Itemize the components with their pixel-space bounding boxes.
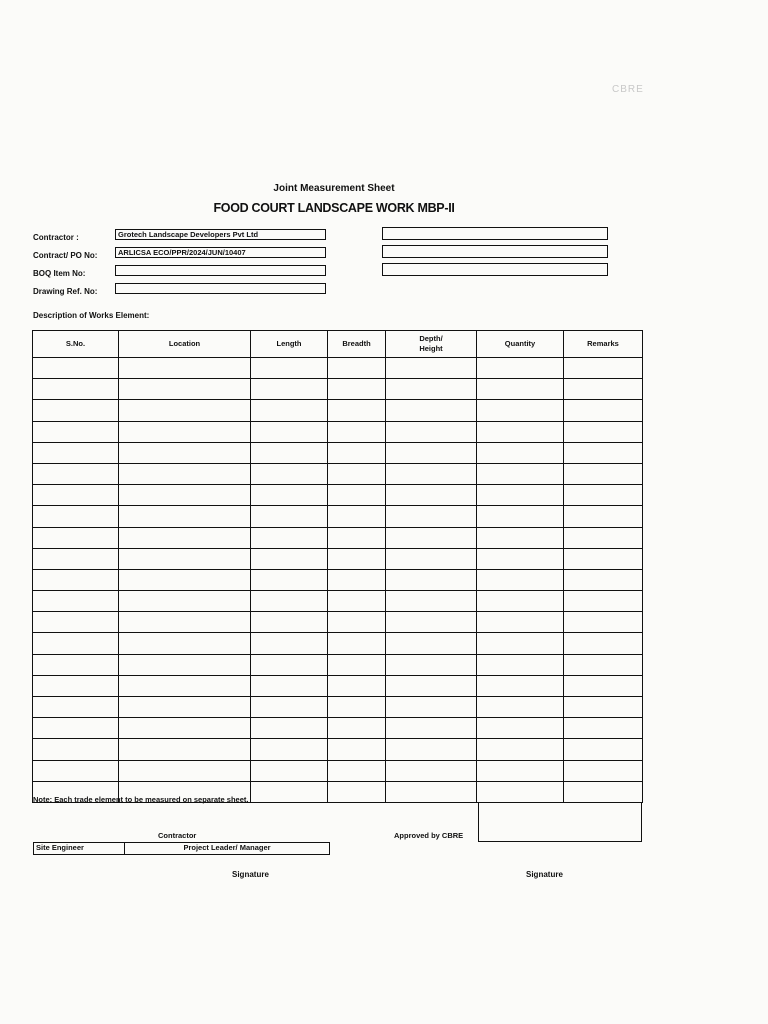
table-cell[interactable] xyxy=(328,697,386,718)
table-cell[interactable] xyxy=(386,781,477,802)
table-cell[interactable] xyxy=(564,400,643,421)
table-cell[interactable] xyxy=(119,718,251,739)
boq-field[interactable] xyxy=(115,265,326,276)
table-row xyxy=(33,463,643,484)
table-cell[interactable] xyxy=(119,442,251,463)
table-cell[interactable] xyxy=(477,548,564,569)
note-text: Note: Each trade element to be measured on separate sheet. xyxy=(33,795,249,804)
table-cell[interactable] xyxy=(119,591,251,612)
table-cell[interactable] xyxy=(251,485,328,506)
table-row xyxy=(33,379,643,400)
table-cell[interactable] xyxy=(328,633,386,654)
table-cell[interactable] xyxy=(477,485,564,506)
table-cell[interactable] xyxy=(477,654,564,675)
table-cell[interactable] xyxy=(119,358,251,379)
table-cell[interactable] xyxy=(386,760,477,781)
table-cell[interactable] xyxy=(386,569,477,590)
table-cell[interactable] xyxy=(328,675,386,696)
table-cell[interactable] xyxy=(564,358,643,379)
table-cell[interactable] xyxy=(33,400,119,421)
table-row xyxy=(33,485,643,506)
table-cell[interactable] xyxy=(564,718,643,739)
table-cell[interactable] xyxy=(33,442,119,463)
table-cell[interactable] xyxy=(328,463,386,484)
table-row xyxy=(33,591,643,612)
table-cell[interactable] xyxy=(119,612,251,633)
table-cell[interactable] xyxy=(564,506,643,527)
header-depth-height: Depth/ Height xyxy=(386,331,477,358)
table-row xyxy=(33,421,643,442)
table-cell[interactable] xyxy=(477,760,564,781)
table-cell[interactable] xyxy=(386,421,477,442)
table-cell[interactable] xyxy=(251,633,328,654)
approved-by-label: Approved by CBRE xyxy=(394,831,464,840)
table-cell[interactable] xyxy=(477,527,564,548)
table-cell[interactable] xyxy=(386,463,477,484)
extra-field-2[interactable] xyxy=(382,245,608,258)
measurement-table xyxy=(32,330,643,803)
table-cell[interactable] xyxy=(386,612,477,633)
table-cell[interactable] xyxy=(33,654,119,675)
table-cell[interactable] xyxy=(477,421,564,442)
table-cell[interactable] xyxy=(477,506,564,527)
table-cell[interactable] xyxy=(564,527,643,548)
table-cell[interactable] xyxy=(477,633,564,654)
table-cell[interactable] xyxy=(33,760,119,781)
table-cell[interactable] xyxy=(33,379,119,400)
table-row xyxy=(33,718,643,739)
table-cell[interactable] xyxy=(251,739,328,760)
extra-field-3[interactable] xyxy=(382,263,608,276)
table-row xyxy=(33,569,643,590)
table-body xyxy=(33,358,643,803)
table-cell[interactable] xyxy=(33,633,119,654)
table-cell[interactable] xyxy=(328,421,386,442)
table-row xyxy=(33,548,643,569)
table-cell[interactable] xyxy=(119,506,251,527)
table-cell[interactable] xyxy=(251,463,328,484)
table-row xyxy=(33,697,643,718)
contractor-label: Contractor : xyxy=(33,233,79,242)
table-cell[interactable] xyxy=(328,358,386,379)
table-cell[interactable] xyxy=(251,612,328,633)
table-cell[interactable] xyxy=(251,442,328,463)
table-cell[interactable] xyxy=(251,421,328,442)
table-cell[interactable] xyxy=(328,612,386,633)
cbre-watermark: CBRE xyxy=(612,84,644,95)
table-cell[interactable] xyxy=(564,548,643,569)
table-cell[interactable] xyxy=(119,675,251,696)
header-length: Length xyxy=(251,331,328,358)
contractor-field[interactable]: Grotech Landscape Developers Pvt Ltd xyxy=(115,229,326,240)
table-cell[interactable] xyxy=(33,718,119,739)
table-cell[interactable] xyxy=(328,739,386,760)
table-cell[interactable] xyxy=(251,379,328,400)
table-cell[interactable] xyxy=(564,442,643,463)
table-cell[interactable] xyxy=(564,463,643,484)
table-cell[interactable] xyxy=(386,400,477,421)
table-cell[interactable] xyxy=(328,654,386,675)
table-cell[interactable] xyxy=(119,400,251,421)
table-cell[interactable] xyxy=(564,379,643,400)
table-cell[interactable] xyxy=(328,781,386,802)
table-cell[interactable] xyxy=(119,527,251,548)
table-row xyxy=(33,739,643,760)
table-cell[interactable] xyxy=(564,633,643,654)
table-cell[interactable] xyxy=(328,506,386,527)
signature-right: Signature xyxy=(526,870,563,879)
table-cell[interactable] xyxy=(477,442,564,463)
boq-label: BOQ Item No: xyxy=(33,269,86,278)
table-cell[interactable] xyxy=(251,675,328,696)
table-cell[interactable] xyxy=(386,654,477,675)
table-cell[interactable] xyxy=(564,760,643,781)
drawing-label: Drawing Ref. No: xyxy=(33,287,98,296)
table-cell[interactable] xyxy=(328,760,386,781)
table-cell[interactable] xyxy=(119,421,251,442)
table-cell[interactable] xyxy=(564,697,643,718)
table-header-row xyxy=(33,331,643,358)
table-cell[interactable] xyxy=(386,358,477,379)
table-cell[interactable] xyxy=(33,358,119,379)
table-cell[interactable] xyxy=(477,569,564,590)
table-cell[interactable] xyxy=(564,675,643,696)
table-cell[interactable] xyxy=(477,379,564,400)
header-remarks: Remarks xyxy=(564,331,643,358)
contractor-sign-label: Contractor xyxy=(158,831,197,840)
table-row xyxy=(33,675,643,696)
table-cell[interactable] xyxy=(564,781,643,802)
table-cell[interactable] xyxy=(251,358,328,379)
table-row xyxy=(33,612,643,633)
table-row xyxy=(33,654,643,675)
table-cell[interactable] xyxy=(119,485,251,506)
header-location: Location xyxy=(119,331,251,358)
table-cell[interactable] xyxy=(251,718,328,739)
contractor-sign-row xyxy=(33,842,330,855)
table-cell[interactable] xyxy=(386,591,477,612)
table-cell[interactable] xyxy=(33,463,119,484)
table-cell[interactable] xyxy=(477,463,564,484)
table-cell[interactable] xyxy=(386,548,477,569)
table-cell[interactable] xyxy=(119,697,251,718)
po-label: Contract/ PO No: xyxy=(33,251,98,260)
header-quantity: Quantity xyxy=(477,331,564,358)
table-row xyxy=(33,527,643,548)
table-cell[interactable] xyxy=(386,633,477,654)
table-cell[interactable] xyxy=(33,485,119,506)
table-cell[interactable] xyxy=(33,675,119,696)
table-cell[interactable] xyxy=(477,612,564,633)
table-row xyxy=(33,358,643,379)
table-cell[interactable] xyxy=(564,612,643,633)
table-cell[interactable] xyxy=(119,463,251,484)
table-row xyxy=(33,400,643,421)
table-cell[interactable] xyxy=(564,485,643,506)
header-breadth: Breadth xyxy=(328,331,386,358)
table-cell[interactable] xyxy=(328,442,386,463)
table-cell[interactable] xyxy=(119,569,251,590)
table-row xyxy=(33,633,643,654)
table-cell[interactable] xyxy=(328,718,386,739)
table-cell[interactable] xyxy=(328,569,386,590)
table-cell[interactable] xyxy=(386,739,477,760)
table-cell[interactable] xyxy=(33,612,119,633)
table-cell[interactable] xyxy=(477,591,564,612)
table-cell[interactable] xyxy=(328,591,386,612)
table-cell[interactable] xyxy=(564,739,643,760)
table-row xyxy=(33,506,643,527)
table-row xyxy=(33,760,643,781)
approval-box[interactable] xyxy=(478,802,642,842)
signature-left: Signature xyxy=(232,870,269,879)
table-cell[interactable] xyxy=(477,739,564,760)
table-cell[interactable] xyxy=(119,654,251,675)
table-cell[interactable] xyxy=(328,400,386,421)
table-cell[interactable] xyxy=(119,633,251,654)
table-cell[interactable] xyxy=(386,718,477,739)
table-cell[interactable] xyxy=(564,421,643,442)
table-cell[interactable] xyxy=(386,379,477,400)
table-cell[interactable] xyxy=(477,358,564,379)
header-sno: S.No. xyxy=(33,331,119,358)
table-cell[interactable] xyxy=(33,527,119,548)
table-cell[interactable] xyxy=(328,548,386,569)
table-row xyxy=(33,442,643,463)
table-cell[interactable] xyxy=(386,697,477,718)
table-cell[interactable] xyxy=(477,400,564,421)
table-cell[interactable] xyxy=(33,548,119,569)
table-cell[interactable] xyxy=(251,506,328,527)
table-cell[interactable] xyxy=(477,697,564,718)
table-cell[interactable] xyxy=(328,485,386,506)
table-cell[interactable] xyxy=(477,781,564,802)
table-cell[interactable] xyxy=(386,442,477,463)
table-cell[interactable] xyxy=(119,739,251,760)
table-cell[interactable] xyxy=(386,485,477,506)
table-cell[interactable] xyxy=(564,591,643,612)
table-cell[interactable] xyxy=(386,527,477,548)
table-cell[interactable] xyxy=(251,697,328,718)
drawing-field[interactable] xyxy=(115,283,326,294)
po-field[interactable]: ARLICSA ECO/PPR/2024/JUN/10407 xyxy=(115,247,326,258)
table-cell[interactable] xyxy=(33,697,119,718)
table-cell[interactable] xyxy=(251,760,328,781)
project-leader-cell[interactable]: Project Leader/ Manager xyxy=(183,843,271,852)
project-title: FOOD COURT LANDSCAPE WORK MBP-II xyxy=(213,201,455,215)
extra-field-1[interactable] xyxy=(382,227,608,240)
table-cell[interactable] xyxy=(251,527,328,548)
table-cell[interactable] xyxy=(251,781,328,802)
description-label: Description of Works Element: xyxy=(33,311,150,320)
sheet-title: Joint Measurement Sheet xyxy=(273,183,395,194)
table-cell[interactable] xyxy=(119,379,251,400)
table-cell[interactable] xyxy=(251,569,328,590)
table-cell[interactable] xyxy=(33,506,119,527)
table-cell[interactable] xyxy=(251,400,328,421)
table-cell[interactable] xyxy=(386,675,477,696)
table-cell[interactable] xyxy=(33,739,119,760)
table-cell[interactable] xyxy=(564,654,643,675)
table-cell[interactable] xyxy=(251,591,328,612)
table-cell[interactable] xyxy=(251,654,328,675)
table-cell[interactable] xyxy=(477,718,564,739)
table-cell[interactable] xyxy=(33,421,119,442)
table-cell[interactable] xyxy=(564,569,643,590)
table-cell[interactable] xyxy=(328,527,386,548)
table-cell[interactable] xyxy=(119,548,251,569)
table-cell[interactable] xyxy=(477,675,564,696)
table-cell[interactable] xyxy=(33,591,119,612)
site-engineer-cell[interactable]: Site Engineer xyxy=(34,843,125,854)
table-cell[interactable] xyxy=(251,548,328,569)
table-cell[interactable] xyxy=(386,506,477,527)
table-cell[interactable] xyxy=(119,760,251,781)
table-cell[interactable] xyxy=(328,379,386,400)
table-cell[interactable] xyxy=(33,569,119,590)
